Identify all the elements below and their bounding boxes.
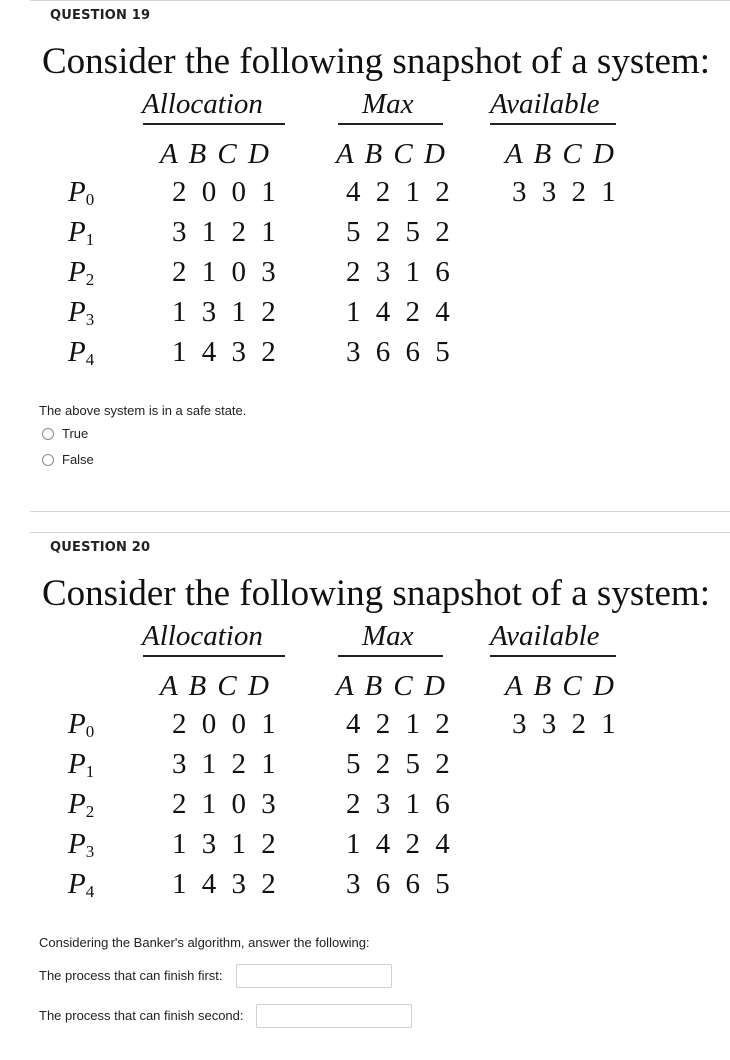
process-label: $P_3$ (68, 296, 95, 329)
max-value: 4 2 1 2 (346, 708, 454, 740)
max-columns: A B C D (336, 670, 447, 702)
first-process-label: The process that can finish first: (39, 968, 223, 983)
available-header: Available (490, 88, 600, 120)
max-value: 1 4 2 4 (346, 828, 454, 860)
allocation-value: 1 4 3 2 (172, 868, 280, 900)
radio-button[interactable] (42, 428, 54, 440)
allocation-value: 3 1 2 1 (172, 748, 280, 780)
allocation-underline (143, 655, 285, 657)
q20-intro-text: Considering the Banker's algorithm, answer the following: (39, 935, 370, 950)
available-underline (490, 655, 616, 657)
max-value: 2 3 1 6 (346, 256, 454, 288)
allocation-value: 2 0 0 1 (172, 708, 280, 740)
process-label: $P_2$ (68, 256, 95, 289)
available-columns: A B C D (505, 670, 616, 702)
option-true-label: True (62, 426, 89, 441)
max-header: Max (362, 620, 414, 652)
process-label: $P_4$ (68, 336, 95, 369)
max-value: 3 6 6 5 (346, 868, 454, 900)
allocation-header: Allocation (142, 88, 263, 120)
radio-button[interactable] (42, 454, 54, 466)
max-value: 2 3 1 6 (346, 788, 454, 820)
allocation-value: 2 1 0 3 (172, 788, 280, 820)
max-header: Max (362, 88, 414, 120)
max-value: 1 4 2 4 (346, 296, 454, 328)
available-columns: A B C D (505, 138, 616, 170)
question-20-heading: QUESTION 20 (50, 540, 151, 555)
option-false[interactable] (42, 452, 94, 467)
process-label: $P_2$ (68, 788, 95, 821)
process-label: $P_1$ (68, 216, 95, 249)
process-label: $P_0$ (68, 708, 95, 741)
allocation-value: 3 1 2 1 (172, 216, 280, 248)
question-19-heading: QUESTION 19 (50, 8, 151, 23)
second-process-input[interactable] (256, 1004, 412, 1028)
snapshot-title: Consider the following snapshot of a system: (42, 573, 710, 614)
allocation-value: 1 4 3 2 (172, 336, 280, 368)
allocation-value: 2 1 0 3 (172, 256, 280, 288)
snapshot-title: Consider the following snapshot of a system: (42, 41, 710, 82)
available-underline (490, 123, 616, 125)
max-value: 5 2 5 2 (346, 216, 454, 248)
allocation-underline (143, 123, 285, 125)
q20-snapshot-image (0, 572, 730, 932)
option-false-label: False (62, 452, 94, 467)
q19-snapshot-image (0, 40, 730, 400)
max-value: 4 2 1 2 (346, 176, 454, 208)
allocation-value: 1 3 1 2 (172, 296, 280, 328)
allocation-value: 1 3 1 2 (172, 828, 280, 860)
allocation-columns: A B C D (160, 138, 271, 170)
second-process-label: The process that can finish second: (39, 1008, 244, 1023)
max-underline (338, 655, 443, 657)
process-label: $P_1$ (68, 748, 95, 781)
q19-question-text: The above system is in a safe state. (39, 403, 247, 418)
max-columns: A B C D (336, 138, 447, 170)
allocation-value: 2 0 0 1 (172, 176, 280, 208)
allocation-header: Allocation (142, 620, 263, 652)
first-process-input[interactable] (236, 964, 392, 988)
allocation-columns: A B C D (160, 670, 271, 702)
process-label: $P_3$ (68, 828, 95, 861)
max-value: 3 6 6 5 (346, 336, 454, 368)
question-divider (30, 511, 730, 512)
max-value: 5 2 5 2 (346, 748, 454, 780)
option-true[interactable] (42, 426, 88, 441)
question-divider (30, 532, 730, 533)
top-divider (30, 0, 730, 1)
process-label: $P_4$ (68, 868, 95, 901)
max-underline (338, 123, 443, 125)
process-label: $P_0$ (68, 176, 95, 209)
available-value: 3 3 2 1 (512, 708, 620, 740)
available-header: Available (490, 620, 600, 652)
available-value: 3 3 2 1 (512, 176, 620, 208)
